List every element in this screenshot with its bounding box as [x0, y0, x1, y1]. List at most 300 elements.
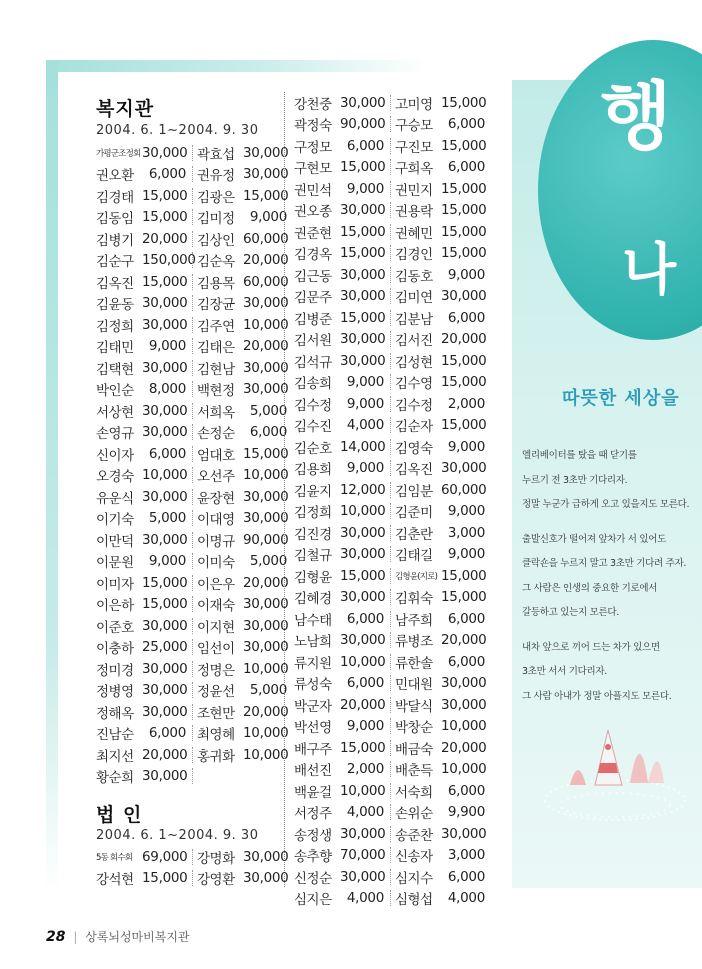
donation-amount: 30,000 [340, 524, 386, 541]
donor-name: 손영규 [96, 426, 134, 443]
donor-name: 김동임 [96, 211, 134, 228]
donation-amount: 30,000 [243, 870, 289, 887]
donor-name: 김수진 [294, 419, 332, 436]
donor-name: 김휘숙 [395, 591, 433, 608]
donation-amount: 20,000 [243, 252, 289, 269]
donor-name: 손정순 [197, 426, 235, 443]
donation-amount: 20,000 [142, 230, 188, 247]
donor-row [294, 350, 485, 372]
donor-row [96, 422, 287, 444]
donor-name: 김준미 [395, 505, 433, 522]
donor-name: 이명규 [197, 533, 235, 550]
donation-amount: 5,000 [249, 553, 287, 570]
donation-amount: 20,000 [441, 331, 487, 348]
donation-amount: 30,000 [142, 703, 188, 720]
donation-amount: 69,000 [142, 848, 188, 865]
donor-name: 김미정 [197, 211, 235, 228]
donation-amount: 30,000 [340, 331, 386, 348]
donor-row [96, 846, 287, 868]
donor-name: 강영환 [197, 872, 235, 889]
donation-amount: 9,000 [447, 438, 485, 455]
donor-row [294, 608, 485, 630]
pair-divider [186, 596, 193, 612]
donation-amount: 6,000 [148, 725, 186, 742]
donation-amount: 3,000 [447, 847, 485, 864]
donor-name: 권혜민 [395, 225, 433, 242]
donor-name: 5동 회수회 [96, 852, 133, 863]
poem-line: 그 사람은 인생의 중요한 기로에서 [522, 582, 658, 594]
donation-amount: 15,000 [441, 137, 487, 154]
donor-row [96, 637, 287, 659]
donor-row [294, 243, 485, 265]
donor-name: 정해옥 [96, 705, 134, 722]
donation-amount: 15,000 [142, 870, 188, 887]
donor-row [294, 135, 485, 157]
donation-amount: 15,000 [340, 223, 386, 240]
donation-amount: 30,000 [340, 825, 386, 842]
pair-divider [384, 288, 391, 304]
pair-divider [384, 546, 391, 562]
donor-name: 신정순 [294, 870, 332, 887]
donor-row [294, 565, 485, 587]
donor-name: 박선영 [294, 720, 332, 737]
donation-amount: 9,000 [447, 546, 485, 563]
donor-name: 김옥진 [96, 275, 134, 292]
donor-row [96, 680, 287, 702]
donor-name: 김형윤 [294, 569, 332, 586]
donor-row [294, 544, 485, 566]
donation-amount: 10,000 [441, 718, 487, 735]
donor-name: 정명은 [197, 662, 235, 679]
donation-amount: 30,000 [142, 144, 188, 161]
donor-name: 송준찬 [395, 827, 433, 844]
pair-divider [384, 460, 391, 476]
donor-name: 곽효섭 [197, 146, 235, 163]
pair-divider [384, 847, 391, 863]
donor-name: 손위순 [395, 806, 433, 823]
donation-amount: 30,000 [340, 288, 386, 305]
pair-divider [186, 166, 193, 182]
donor-name: 김서원 [294, 333, 332, 350]
donation-amount: 6,000 [346, 675, 384, 692]
donor-name: 유운식 [96, 490, 134, 507]
pair-divider [186, 489, 193, 505]
donor-name: 이기숙 [96, 512, 134, 529]
donor-row [294, 178, 485, 200]
donor-name: 이미자 [96, 576, 134, 593]
pair-divider [384, 675, 391, 691]
pair-divider [186, 725, 193, 741]
donor-name: 권유정 [197, 168, 235, 185]
donation-amount: 9,000 [249, 209, 287, 226]
donor-name: 오경숙 [96, 469, 134, 486]
donation-amount: 30,000 [142, 682, 188, 699]
pair-divider [186, 768, 193, 784]
big-char-na: 나 [622, 238, 677, 303]
donation-amount: 15,000 [441, 223, 487, 240]
footer [46, 928, 190, 945]
footer-separator: | [73, 930, 78, 944]
pair-divider [186, 467, 193, 483]
donor-name: 박창순 [395, 720, 433, 737]
donor-name: 노남희 [294, 634, 332, 651]
donation-amount: 6,000 [447, 116, 485, 133]
pair-divider [186, 639, 193, 655]
donation-amount: 90,000 [243, 531, 289, 548]
donation-amount: 30,000 [142, 316, 188, 333]
donor-name: 류성숙 [294, 677, 332, 694]
donor-name: 구진모 [395, 139, 433, 156]
donor-name: 임선이 [197, 641, 235, 658]
donor-row [96, 142, 287, 164]
donation-amount: 15,000 [142, 596, 188, 613]
pair-divider [186, 849, 193, 865]
pair-divider [384, 267, 391, 283]
donor-name: 고미영 [395, 96, 433, 113]
donor-name: 김순옥 [197, 254, 235, 271]
donor-name: 김현남 [197, 361, 235, 378]
donation-amount: 6,000 [346, 610, 384, 627]
donor-name: 김광은 [197, 189, 235, 206]
donation-amount: 9,000 [346, 374, 384, 391]
donor-row [96, 701, 287, 723]
donor-name: 정미경 [96, 662, 134, 679]
pair-divider [384, 804, 391, 820]
donation-amount: 4,000 [346, 804, 384, 821]
donor-row [294, 522, 485, 544]
donor-name: 김수영 [395, 376, 433, 393]
donor-row [96, 508, 287, 530]
donor-name: 박군자 [294, 698, 332, 715]
donation-amount: 14,000 [340, 438, 386, 455]
donor-name: 류병조 [395, 634, 433, 651]
donor-row [96, 228, 287, 250]
pair-divider [384, 159, 391, 175]
donor-name: 정병영 [96, 684, 134, 701]
donor-row [294, 436, 485, 458]
donation-amount: 6,000 [148, 166, 186, 183]
donor-name: 신이자 [96, 447, 134, 464]
donor-name: 김옥진 [395, 462, 433, 479]
donation-amount: 15,000 [142, 273, 188, 290]
donor-row [96, 443, 287, 465]
pair-divider [384, 761, 391, 777]
donor-row [96, 293, 287, 315]
poem-line: 3초만 서서 기다리자. [522, 666, 607, 677]
donor-name: 김태민 [96, 340, 134, 357]
donation-amount: 15,000 [142, 209, 188, 226]
pair-divider [384, 331, 391, 347]
donor-name: 민대원 [395, 677, 433, 694]
pair-divider [186, 145, 193, 161]
donor-name: 오선주 [197, 469, 235, 486]
donor-name: 이미숙 [197, 555, 235, 572]
donation-amount: 20,000 [441, 632, 487, 649]
donor-row [294, 737, 485, 759]
pair-divider [384, 224, 391, 240]
top-decor-bar [46, 60, 426, 72]
ship-illustration [540, 705, 690, 825]
donation-amount: 30,000 [340, 202, 386, 219]
donor-name: 김택현 [96, 361, 134, 378]
pair-divider [384, 632, 391, 648]
donor-name: 박달식 [395, 698, 433, 715]
donation-amount: 30,000 [142, 424, 188, 441]
donor-name: 배구주 [294, 741, 332, 758]
donation-amount: 15,000 [441, 202, 487, 219]
donor-row [294, 329, 485, 351]
donation-amount: 9,000 [148, 338, 186, 355]
corporate-title: 법 인 [96, 804, 143, 826]
donor-name: 서상현 [96, 404, 134, 421]
pair-divider [186, 360, 193, 376]
donor-name: 강천중 [294, 96, 332, 113]
donation-amount: 20,000 [441, 739, 487, 756]
donation-amount: 9,000 [148, 553, 186, 570]
donation-amount: 90,000 [340, 116, 386, 133]
donor-row [294, 221, 485, 243]
donor-row [96, 336, 287, 358]
donor-name: 김순자 [395, 419, 433, 436]
donation-amount: 15,000 [441, 245, 487, 262]
donor-name: 김태은 [197, 340, 235, 357]
pair-divider [186, 682, 193, 698]
donor-name: 김혜경 [294, 591, 332, 608]
corporate-donor-list [96, 846, 287, 889]
donor-row [294, 845, 485, 867]
donor-row [96, 164, 287, 186]
pair-divider [186, 446, 193, 462]
pair-divider [186, 532, 193, 548]
donor-name: 김상인 [197, 232, 235, 249]
donation-amount: 9,000 [346, 460, 384, 477]
donor-row [96, 207, 287, 229]
donor-row [294, 694, 485, 716]
donor-name: 김병준 [294, 311, 332, 328]
donor-name: 김정희 [96, 318, 134, 335]
pair-divider [384, 869, 391, 885]
donor-name: 김순구 [96, 254, 134, 271]
donation-amount: 15,000 [441, 374, 487, 391]
pair-divider [384, 589, 391, 605]
donation-amount: 20,000 [243, 338, 289, 355]
donor-name: 진남순 [96, 727, 134, 744]
donor-row [96, 465, 287, 487]
donor-name: 김순호 [294, 440, 332, 457]
donation-amount: 15,000 [340, 159, 386, 176]
donation-amount: 15,000 [340, 739, 386, 756]
donor-row [96, 868, 287, 890]
donation-amount: 4,000 [447, 890, 485, 907]
donor-name: 이충하 [96, 641, 134, 658]
donation-amount: 2,000 [447, 395, 485, 412]
donor-name: 김서진 [395, 333, 433, 350]
donation-amount: 30,000 [243, 510, 289, 527]
donation-amount: 6,000 [447, 309, 485, 326]
donor-name: 김진경 [294, 526, 332, 543]
pair-divider [186, 424, 193, 440]
donation-amount: 5,000 [148, 510, 186, 527]
pair-divider [384, 138, 391, 154]
donor-name: 윤장현 [197, 490, 235, 507]
donor-row [96, 723, 287, 745]
donation-amount: 30,000 [243, 596, 289, 613]
pair-divider [186, 510, 193, 526]
donor-name: 김철규 [294, 548, 332, 565]
donor-row [294, 458, 485, 480]
donation-amount: 6,000 [447, 610, 485, 627]
donation-amount: 2,000 [346, 761, 384, 778]
pair-divider [186, 575, 193, 591]
donation-amount: 30,000 [441, 675, 487, 692]
pair-divider [384, 503, 391, 519]
donor-name: 배선진 [294, 763, 332, 780]
poem-line: 갈등하고 있는지 모른다. [522, 607, 619, 618]
poem-text [522, 444, 698, 709]
donor-name: 구현모 [294, 161, 332, 178]
donation-amount: 15,000 [243, 187, 289, 204]
pair-divider [384, 740, 391, 756]
donation-amount: 9,000 [346, 180, 384, 197]
donor-row [294, 264, 485, 286]
poem-line: 엘리베이터를 탔을 때 닫기를 [522, 450, 637, 461]
donation-amount: 60,000 [441, 481, 487, 498]
donation-amount: 15,000 [441, 417, 487, 434]
donor-row [96, 400, 287, 422]
donor-row [96, 551, 287, 573]
donor-name: 김송희 [294, 376, 332, 393]
pair-divider [384, 890, 391, 906]
pair-divider [186, 661, 193, 677]
donor-row [96, 314, 287, 336]
donor-name: 이지현 [197, 619, 235, 636]
pair-divider [186, 403, 193, 419]
donation-amount: 30,000 [340, 546, 386, 563]
donor-name: 김윤지 [294, 483, 332, 500]
pair-divider [384, 245, 391, 261]
donation-amount: 8,000 [148, 381, 186, 398]
donation-amount: 30,000 [340, 352, 386, 369]
donation-amount: 5,000 [249, 682, 287, 699]
donation-amount: 30,000 [340, 94, 386, 111]
donor-name: 김형윤(지로) [395, 571, 438, 582]
donor-row [294, 651, 485, 673]
page-number: 28 [46, 929, 66, 945]
donor-row [294, 200, 485, 222]
donor-name: 권민석 [294, 182, 332, 199]
pair-divider [384, 654, 391, 670]
donor-row [96, 658, 287, 680]
donation-amount: 15,000 [243, 445, 289, 462]
donor-name: 이만덕 [96, 533, 134, 550]
donation-amount: 6,000 [148, 445, 186, 462]
pair-divider [384, 718, 391, 734]
pair-divider [384, 202, 391, 218]
donation-amount: 15,000 [340, 309, 386, 326]
donation-amount: 30,000 [142, 531, 188, 548]
donation-amount: 10,000 [243, 660, 289, 677]
donation-amount: 15,000 [441, 352, 487, 369]
donor-name: 이문원 [96, 555, 134, 572]
donor-row [294, 393, 485, 415]
pair-divider [384, 181, 391, 197]
pair-divider [186, 618, 193, 634]
corporate-period: 2004. 6. 1~2004. 9. 30 [96, 828, 259, 843]
donor-name: 김정희 [294, 505, 332, 522]
donation-amount: 30,000 [243, 617, 289, 634]
donor-name: 구승모 [395, 118, 433, 135]
donation-amount: 150,000 [142, 252, 196, 269]
donor-name: 엄대호 [197, 447, 235, 464]
donation-amount: 10,000 [340, 653, 386, 670]
donation-amount: 30,000 [142, 660, 188, 677]
pair-divider [186, 209, 193, 225]
donor-name: 권민지 [395, 182, 433, 199]
pair-divider [384, 826, 391, 842]
donor-name: 이은우 [197, 576, 235, 593]
donor-name: 서정주 [294, 806, 332, 823]
donor-name: 서숙희 [395, 784, 433, 801]
pair-divider [384, 396, 391, 412]
donation-amount: 10,000 [243, 467, 289, 484]
donor-name: 구정모 [294, 139, 332, 156]
donor-name: 김경인 [395, 247, 433, 264]
donation-amount: 30,000 [142, 488, 188, 505]
pair-divider [186, 274, 193, 290]
welfare-donor-list-left [96, 142, 287, 787]
donor-name: 가평군조정회 [96, 148, 141, 159]
donation-amount: 6,000 [447, 782, 485, 799]
donor-name: 이은하 [96, 598, 134, 615]
donation-amount: 30,000 [340, 266, 386, 283]
donation-amount: 6,000 [447, 653, 485, 670]
donor-name: 김경옥 [294, 247, 332, 264]
donation-amount: 15,000 [340, 567, 386, 584]
donation-amount: 30,000 [340, 868, 386, 885]
donor-name: 권용락 [395, 204, 433, 221]
poem-line: 정말 누군가 급하게 오고 있을지도 모른다. [522, 499, 690, 510]
column-divider [284, 92, 285, 887]
donation-amount: 30,000 [243, 848, 289, 865]
donor-row [294, 372, 485, 394]
pair-divider [186, 231, 193, 247]
donation-amount: 9,000 [447, 266, 485, 283]
donor-row [294, 823, 485, 845]
donation-amount: 6,000 [346, 137, 384, 154]
pair-divider [384, 525, 391, 541]
welfare-title: 복지관 [96, 98, 155, 120]
donation-amount: 15,000 [142, 187, 188, 204]
donor-row [294, 673, 485, 695]
donor-name: 김영숙 [395, 440, 433, 457]
welfare-donor-list-right [294, 92, 485, 909]
donor-name: 이준호 [96, 619, 134, 636]
pair-divider [384, 374, 391, 390]
donation-amount: 10,000 [340, 503, 386, 520]
donor-row [294, 501, 485, 523]
donor-row [96, 766, 287, 788]
donation-amount: 6,000 [447, 159, 485, 176]
donor-row [96, 572, 287, 594]
donation-amount: 10,000 [441, 761, 487, 778]
donation-amount: 15,000 [441, 180, 487, 197]
donor-name: 강명화 [197, 850, 235, 867]
donation-amount: 30,000 [243, 488, 289, 505]
donor-row [294, 866, 485, 888]
donor-name: 김병기 [96, 232, 134, 249]
donor-row [294, 415, 485, 437]
donation-amount: 20,000 [243, 703, 289, 720]
